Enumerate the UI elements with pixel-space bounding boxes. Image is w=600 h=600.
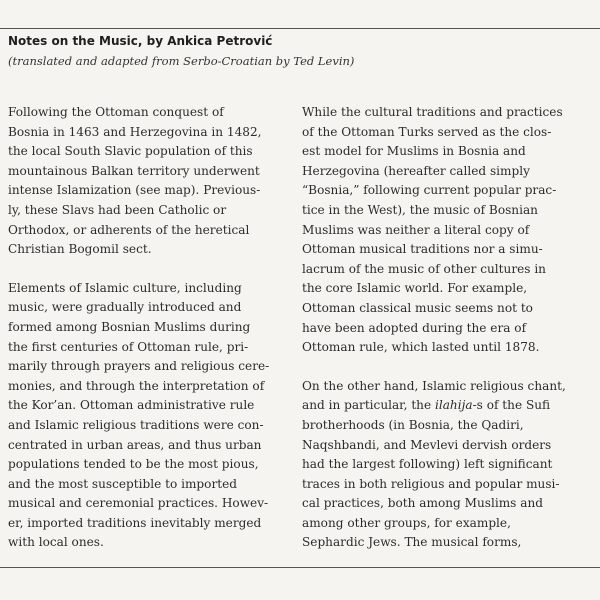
left-column	[8, 103, 286, 572]
text-line: and in particular, the ilahija-s of the Sufi	[302, 398, 551, 413]
text-line: the Kor’an. Ottoman administrative rule	[8, 398, 255, 413]
top-rule	[0, 28, 600, 29]
text-line: formed among Bosnian Muslims during	[8, 319, 251, 334]
text-line: Herzegovina (hereafter called simply	[302, 163, 530, 178]
text-line: Following the Ottoman conquest of	[8, 105, 224, 119]
text-line: Ottoman classical music seems not to	[302, 300, 533, 315]
text-line: and Islamic religious traditions were con-	[8, 417, 264, 432]
page-subtitle: (translated and adapted from Serbo-Croatian by Ted Levin)	[8, 54, 355, 68]
text-line: Christian Bogomil sect.	[8, 242, 152, 257]
text-line: While the cultural traditions and practices	[302, 105, 563, 119]
paragraph	[8, 103, 286, 260]
text-line: the first centuries of Ottoman rule, pri-	[8, 339, 249, 354]
text-line: Naqshbandi, and Mevlevi dervish orders	[302, 437, 552, 452]
page-title: Notes on the Music, by Ankica Petrović	[8, 34, 273, 48]
text-line: Sephardic Jews. The musical forms,	[302, 535, 522, 550]
text-line: intense Islamization (see map). Previous-	[8, 183, 261, 198]
text-line: monies, and through the interpretation of	[8, 378, 265, 393]
text-line: centrated in urban areas, and thus urban	[8, 437, 262, 452]
text-line: among other groups, for example,	[302, 515, 511, 530]
text-line: mountainous Balkan territory underwent	[8, 163, 260, 178]
text-line: of the Ottoman Turks served as the clos-	[302, 124, 552, 139]
text-line: est model for Muslims in Bosnia and	[302, 144, 526, 159]
right-column	[302, 103, 580, 572]
text-line: marily through prayers and religious cere-	[8, 359, 270, 374]
text-line: “Bosnia,” following current popular prac-	[302, 183, 557, 198]
text-line: Ottoman musical traditions nor a simu-	[302, 242, 543, 257]
bottom-rule	[0, 567, 600, 568]
text-line: with local ones.	[8, 535, 104, 550]
text-line: the local South Slavic population of this	[8, 144, 253, 159]
text-line: music, were gradually introduced and	[8, 300, 242, 315]
text-line: populations tended to be the most pious,	[8, 457, 259, 472]
text-line: musical and ceremonial practices. Howev-	[8, 496, 269, 511]
paragraph	[302, 103, 580, 358]
text-line: have been adopted during the era of	[302, 320, 527, 335]
text-line: cal practices, both among Muslims and	[302, 496, 543, 511]
text-line: Elements of Islamic culture, including	[8, 280, 242, 295]
text-line: and the most susceptible to imported	[8, 476, 237, 491]
text-line: Orthodox, or adherents of the heretical	[8, 222, 250, 237]
text-line: Ottoman rule, which lasted until 1878.	[302, 340, 540, 355]
text-line: ly, these Slavs had been Catholic or	[8, 202, 227, 217]
text-line: On the other hand, Islamic religious chant,	[302, 378, 566, 393]
text-line: lacrum of the music of other cultures in	[302, 261, 546, 276]
paragraph	[8, 279, 286, 553]
italic-term: ilahija	[434, 398, 473, 413]
text-line: the core Islamic world. For example,	[302, 281, 528, 296]
paragraph	[302, 377, 580, 553]
text-line: Muslims was neither a literal copy of	[302, 222, 530, 237]
text-line: Bosnia in 1463 and Herzegovina in 1482,	[8, 124, 262, 139]
text-line: traces in both religious and popular musi-	[302, 476, 560, 491]
text-line: had the largest following) left significant	[302, 457, 553, 472]
text-line: er, imported traditions inevitably merged	[8, 515, 262, 530]
text-line: tice in the West), the music of Bosnian	[302, 202, 538, 217]
text-line: brotherhoods (in Bosnia, the Qadiri,	[302, 417, 524, 432]
